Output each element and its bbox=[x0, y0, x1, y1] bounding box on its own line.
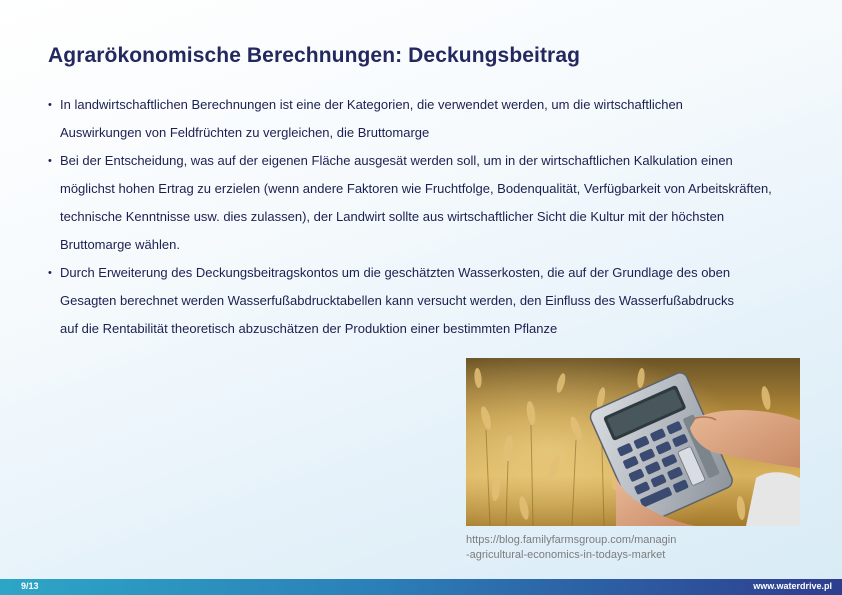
bullet-line: Auswirkungen von Feldfrüchten zu vergleichen, die Bruttomarge bbox=[60, 125, 430, 140]
bullet-item bbox=[48, 91, 833, 147]
image-source-line: https://blog.familyfarmsgroup.com/managin bbox=[466, 534, 677, 546]
wheat-calculator-photo bbox=[466, 358, 800, 526]
bullet-item bbox=[48, 147, 833, 259]
image-source-caption bbox=[466, 533, 766, 563]
bullet-list bbox=[48, 91, 833, 343]
bullet-dot: • bbox=[48, 155, 52, 167]
page-number: 9/13 bbox=[21, 581, 39, 591]
bullet-line: Bruttomarge wählen. bbox=[60, 237, 180, 252]
slide-title: Agrarökonomische Berechnungen: Deckungsbeitrag bbox=[48, 44, 581, 67]
bullet-line: Durch Erweiterung des Deckungsbeitragskontos um die geschätzten Wasserkosten, die auf der Grundlage des oben bbox=[60, 265, 731, 280]
bullet-dot: • bbox=[48, 99, 52, 111]
website-label: www.waterdrive.pl bbox=[753, 581, 832, 591]
bullet-line: In landwirtschaftlichen Berechnungen ist eine der Kategorien, die verwendet werden, um die wirtschaftlichen bbox=[60, 97, 683, 112]
image-source-line: -agricultural-economics-in-todays-market bbox=[466, 549, 666, 561]
bullet-dot: • bbox=[48, 267, 52, 279]
bullet-line: auf die Rentabilität theoretisch abzuschätzen der Produktion einer bestimmten Pflanze bbox=[60, 321, 558, 336]
bullet-line: Gesagten berechnet werden Wasserfußabdrucktabellen kann versucht werden, den Einfluss des Wasserfußabdrucks bbox=[60, 293, 734, 308]
bullet-item bbox=[48, 259, 833, 343]
footer-bar bbox=[0, 579, 842, 595]
bullet-line: technische Kenntnisse usw. dies zulassen), der Landwirt sollte aus wirtschaftlicher Sicht die Kultur mit der höchsten bbox=[60, 209, 725, 224]
bullet-line: möglichst hohen Ertrag zu erzielen (wenn andere Faktoren wie Fruchtfolge, Bodenqualität, Verfügbarkeit von Arbeitskräften, bbox=[60, 181, 772, 196]
bullet-line: Bei der Entscheidung, was auf der eigenen Fläche ausgesät werden soll, um in der wirtschaftlichen Kalkulation einen bbox=[60, 153, 733, 168]
